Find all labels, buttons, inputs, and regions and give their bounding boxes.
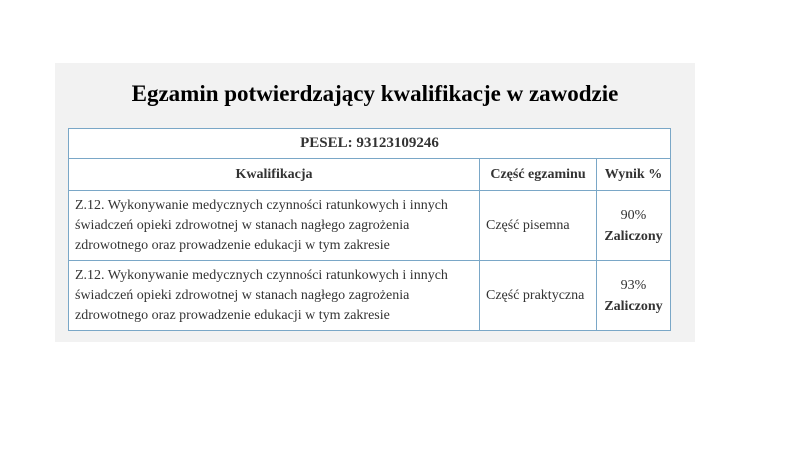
exam-part-cell: Część pisemna	[480, 191, 597, 261]
result-cell	[597, 191, 671, 261]
exam-part-cell: Część praktyczna	[480, 261, 597, 331]
pesel-row	[69, 129, 671, 159]
score-value: 93%	[620, 277, 647, 293]
score-value: 90%	[620, 207, 647, 223]
results-table	[68, 128, 671, 331]
qualification-cell: Z.12. Wykonywanie medycznych czynności ratunkowych i innych świadczeń opieki zdrowotnej w stanach nagłego zagrożenia zdrowotnego oraz prowadzenie edukacji w tym zakresie	[69, 261, 480, 331]
result-cell	[597, 261, 671, 331]
page-title: Egzamin potwierdzający kwalifikacje w zawodzie	[131, 81, 619, 106]
table-row	[69, 191, 671, 261]
header-exam-part: Część egzaminu	[480, 159, 597, 191]
results-panel	[55, 63, 695, 342]
table-header-row	[69, 159, 671, 191]
status-label: Zaliczony	[604, 298, 663, 314]
header-qualification: Kwalifikacja	[69, 159, 480, 191]
qualification-cell: Z.12. Wykonywanie medycznych czynności ratunkowych i innych świadczeń opieki zdrowotnej w stanach nagłego zagrożenia zdrowotnego oraz prowadzenie edukacji w tym zakresie	[69, 191, 480, 261]
status-label: Zaliczony	[604, 228, 663, 244]
table-row	[69, 261, 671, 331]
header-result: Wynik %	[597, 159, 671, 191]
pesel-label: PESEL: 93123109246	[69, 129, 671, 159]
